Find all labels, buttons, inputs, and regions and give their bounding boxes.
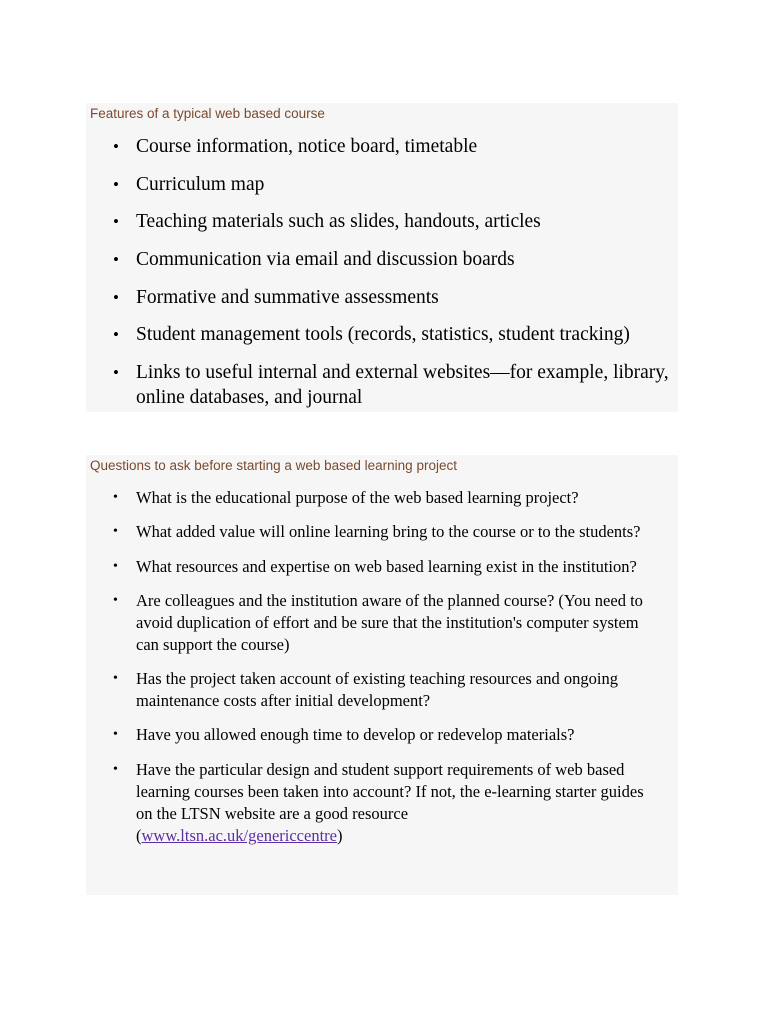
bullet-icon: • <box>113 727 118 743</box>
link-open-paren: ( <box>136 825 142 845</box>
list-item <box>86 209 686 234</box>
list-item-text: Has the project taken account of existing teaching resources and ongoing maintenance costs after initial development? <box>136 669 619 711</box>
ltsn-website-link[interactable]: www.ltsn.ac.uk/genericcentre <box>141 825 337 845</box>
list-item-text: Communication via email and discussion boards <box>136 249 515 271</box>
list-item <box>86 285 686 310</box>
link-close-paren: ) <box>336 825 343 845</box>
list-item-text: Student management tools (records, statistics, student tracking) <box>136 324 630 346</box>
questions-section <box>86 455 678 895</box>
list-item-text: Have you allowed enough time to develop or redevelop materials? <box>136 725 575 745</box>
bullet-icon: • <box>113 137 119 156</box>
bullet-icon: • <box>113 490 118 505</box>
bullet-icon: • <box>113 558 118 574</box>
list-item-text: What added value will online learning bring to the course or to the students? <box>136 522 641 542</box>
bullet-icon: • <box>113 363 119 383</box>
list-item-text: What is the educational purpose of the web based learning project? <box>136 488 579 507</box>
list-item-text: Teaching materials such as slides, handouts, articles <box>136 211 541 233</box>
features-section <box>86 103 678 412</box>
bullet-icon: • <box>113 212 119 232</box>
list-item <box>86 668 676 712</box>
bullet-icon: • <box>113 524 118 540</box>
list-item <box>86 487 676 509</box>
list-item <box>86 134 686 159</box>
questions-list <box>86 487 676 859</box>
list-item <box>86 322 686 347</box>
list-item-text: Are colleagues and the institution aware of the planned course? (You need to avoid duplication of effort and be sure that the institution's computer system can support the course) <box>136 590 643 654</box>
bullet-icon: • <box>113 761 118 777</box>
list-item-text: Course information, notice board, timetable <box>136 136 478 157</box>
list-item <box>86 724 676 746</box>
list-item-text: What resources and expertise on web based learning exist in the institution? <box>136 556 637 576</box>
list-item <box>86 172 686 197</box>
list-item <box>86 521 676 543</box>
bullet-icon: • <box>113 671 118 687</box>
list-item-text: Curriculum map <box>136 173 265 195</box>
bullet-icon: • <box>113 174 119 194</box>
list-item <box>86 247 686 272</box>
list-item-text: Links to useful internal and external websites—for example, library, online databases, and journal <box>136 362 669 409</box>
bullet-icon: • <box>113 325 119 345</box>
list-item <box>86 759 676 847</box>
bullet-icon: • <box>113 592 118 608</box>
list-item <box>86 556 676 578</box>
bullet-icon: • <box>113 287 119 307</box>
list-item <box>86 360 686 410</box>
features-heading: Features of a typical web based course <box>90 106 325 121</box>
list-item-text: Formative and summative assessments <box>136 286 439 308</box>
features-list <box>86 134 686 423</box>
list-item-text: Have the particular design and student support requirements of web based learning courses been taken into account? If not, the e-learning starter guides on the LTSN website are a good resource <box>136 759 644 823</box>
bullet-icon: • <box>113 250 119 270</box>
list-item <box>86 590 676 656</box>
questions-heading: Questions to ask before starting a web based learning project <box>90 458 457 473</box>
